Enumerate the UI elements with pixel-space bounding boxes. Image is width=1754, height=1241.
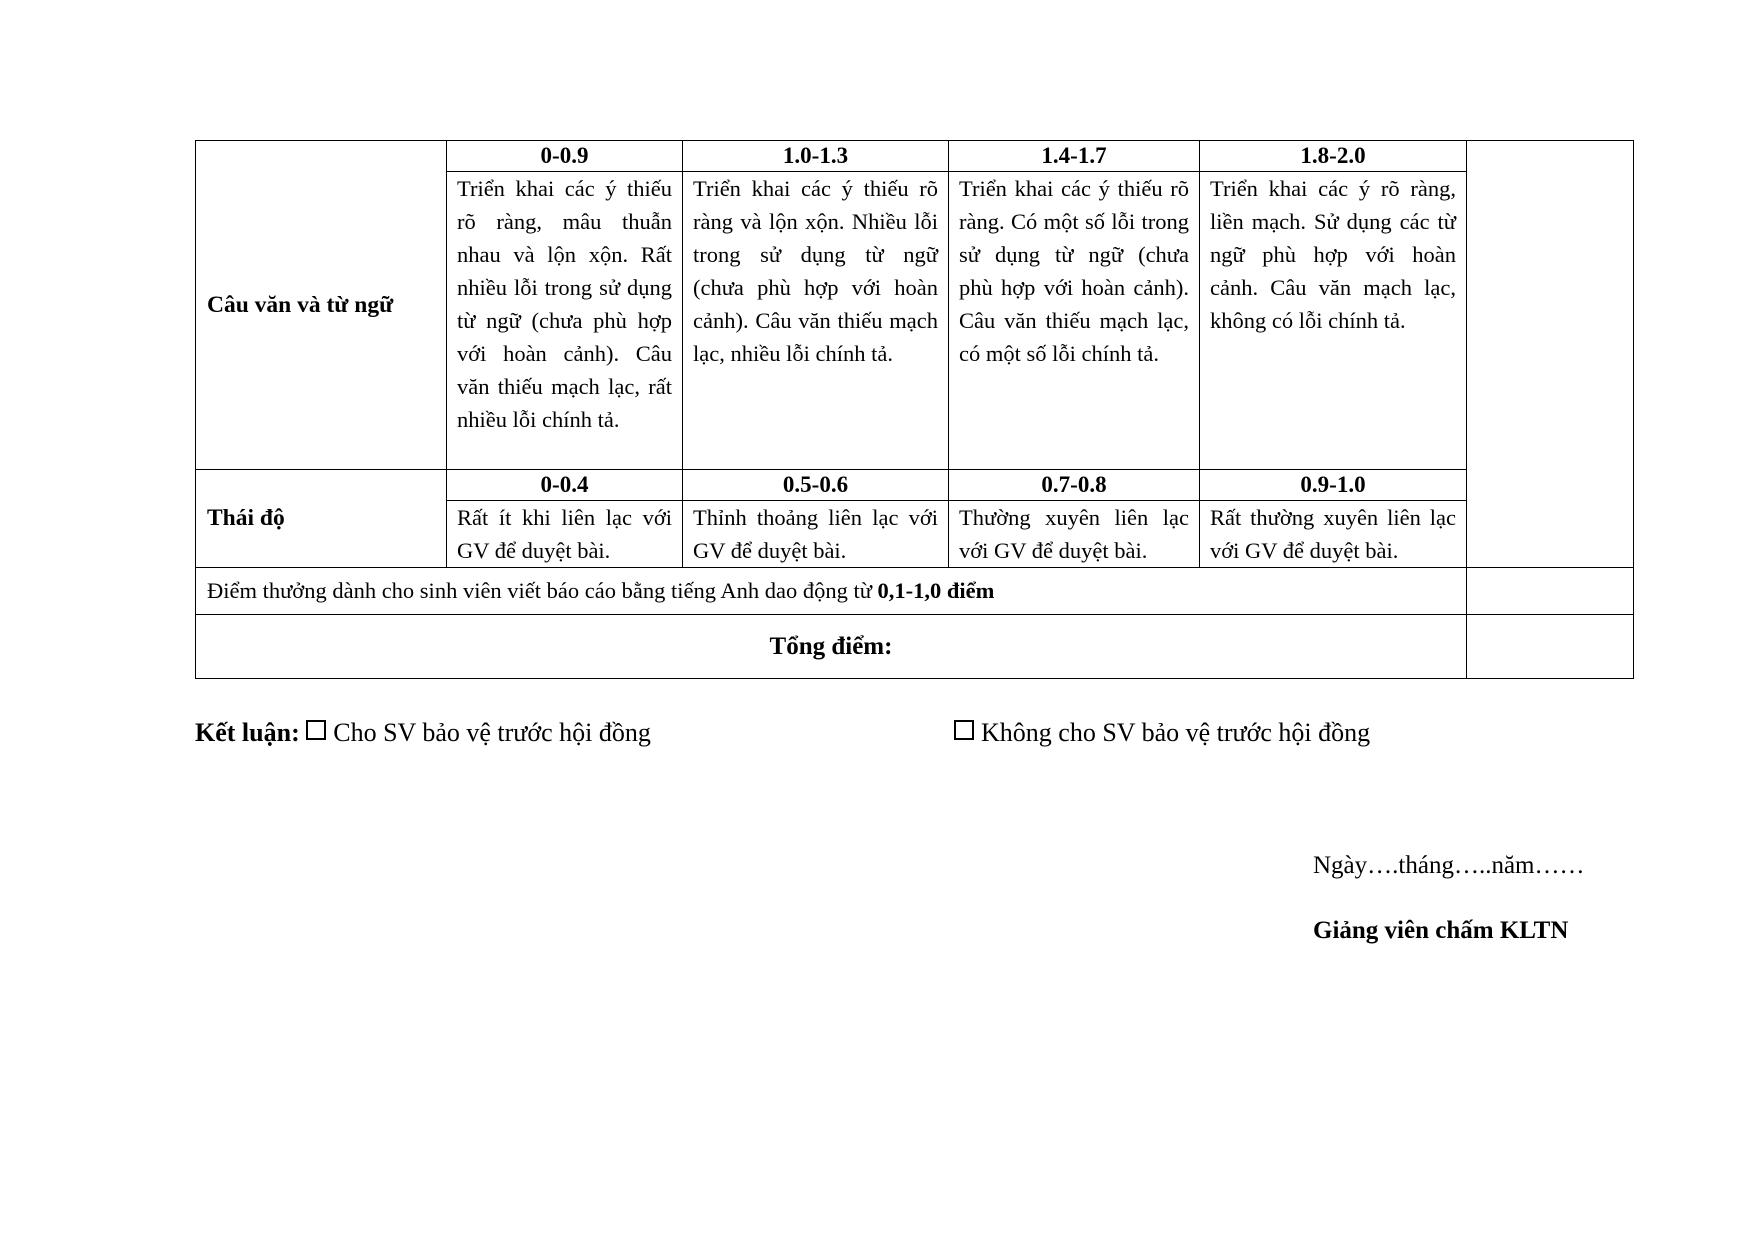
total-row xyxy=(196,615,1634,679)
conclusion xyxy=(195,718,1371,748)
score-range: 0.5-0.6 xyxy=(683,470,949,501)
rubric-table xyxy=(195,140,1634,679)
bonus-row xyxy=(196,568,1634,615)
level-description: Thường xuyên liên lạc với GV để duyệt bài. xyxy=(949,501,1200,568)
score-range: 0-0.9 xyxy=(447,141,683,172)
approve-option-label: Cho SV bảo vệ trước hội đồng xyxy=(333,718,651,747)
reject-checkbox[interactable] xyxy=(954,720,974,740)
criterion-label: Câu văn và từ ngữ xyxy=(196,141,447,470)
rubric-row-sentences-ranges xyxy=(196,141,1634,172)
level-description: Rất ít khi liên lạc với GV để duyệt bài. xyxy=(447,501,683,568)
total-label: Tổng điểm: xyxy=(196,615,1467,679)
bonus-amount: 0,1-1,0 điểm xyxy=(877,578,995,603)
approve-option[interactable] xyxy=(306,718,651,747)
total-score-cell[interactable] xyxy=(1467,615,1634,679)
bonus-text: Điểm thưởng dành cho sinh viên viết báo cáo bằng tiếng Anh dao động từ xyxy=(207,578,878,603)
reject-option[interactable] xyxy=(954,718,1370,748)
rubric-row-attitude-ranges xyxy=(196,470,1634,501)
level-description: Rất thường xuyên liên lạc với GV để duyệt bài. xyxy=(1200,501,1467,568)
bonus-score-cell[interactable] xyxy=(1467,568,1634,615)
level-description: Triển khai các ý thiếu rõ ràng và lộn xộn. Nhiều lỗi trong sử dụng từ ngữ (chưa phù hợp với hoàn cảnh). Câu văn thiếu mạch lạc, nhiều lỗi chính tả. xyxy=(683,172,949,470)
level-description: Triển khai các ý thiếu rõ ràng, mâu thuẫn nhau và lộn xộn. Rất nhiều lỗi trong sử dụng từ ngữ (chưa phù hợp với hoàn cảnh). Câu văn thiếu mạch lạc, rất nhiều lỗi chính tả. xyxy=(447,172,683,470)
conclusion-label: Kết luận: xyxy=(195,718,300,747)
criterion-label: Thái độ xyxy=(196,470,447,568)
score-range: 0.7-0.8 xyxy=(949,470,1200,501)
level-description: Triển khai các ý rõ ràng, liền mạch. Sử dụng các từ ngữ phù hợp với hoàn cảnh. Câu văn mạch lạc, không có lỗi chính tả. xyxy=(1200,172,1467,470)
score-cell[interactable] xyxy=(1467,141,1634,568)
bonus-description xyxy=(196,568,1467,615)
signer-title: Giảng viên chấm KLTN xyxy=(1313,917,1569,944)
date-line: Ngày….tháng…..năm…… xyxy=(1313,852,1585,879)
score-range: 0-0.4 xyxy=(447,470,683,501)
score-range: 1.8-2.0 xyxy=(1200,141,1467,172)
level-description: Triển khai các ý thiếu rõ ràng. Có một số lỗi trong sử dụng từ ngữ (chưa phù hợp với hoàn cảnh). Câu văn thiếu mạch lạc, có một số lỗi chính tả. xyxy=(949,172,1200,470)
score-range: 1.0-1.3 xyxy=(683,141,949,172)
score-range: 0.9-1.0 xyxy=(1200,470,1467,501)
approve-checkbox[interactable] xyxy=(306,720,326,740)
reject-option-label: Không cho SV bảo vệ trước hội đồng xyxy=(981,718,1371,747)
score-range: 1.4-1.7 xyxy=(949,141,1200,172)
level-description: Thỉnh thoảng liên lạc với GV để duyệt bài. xyxy=(683,501,949,568)
